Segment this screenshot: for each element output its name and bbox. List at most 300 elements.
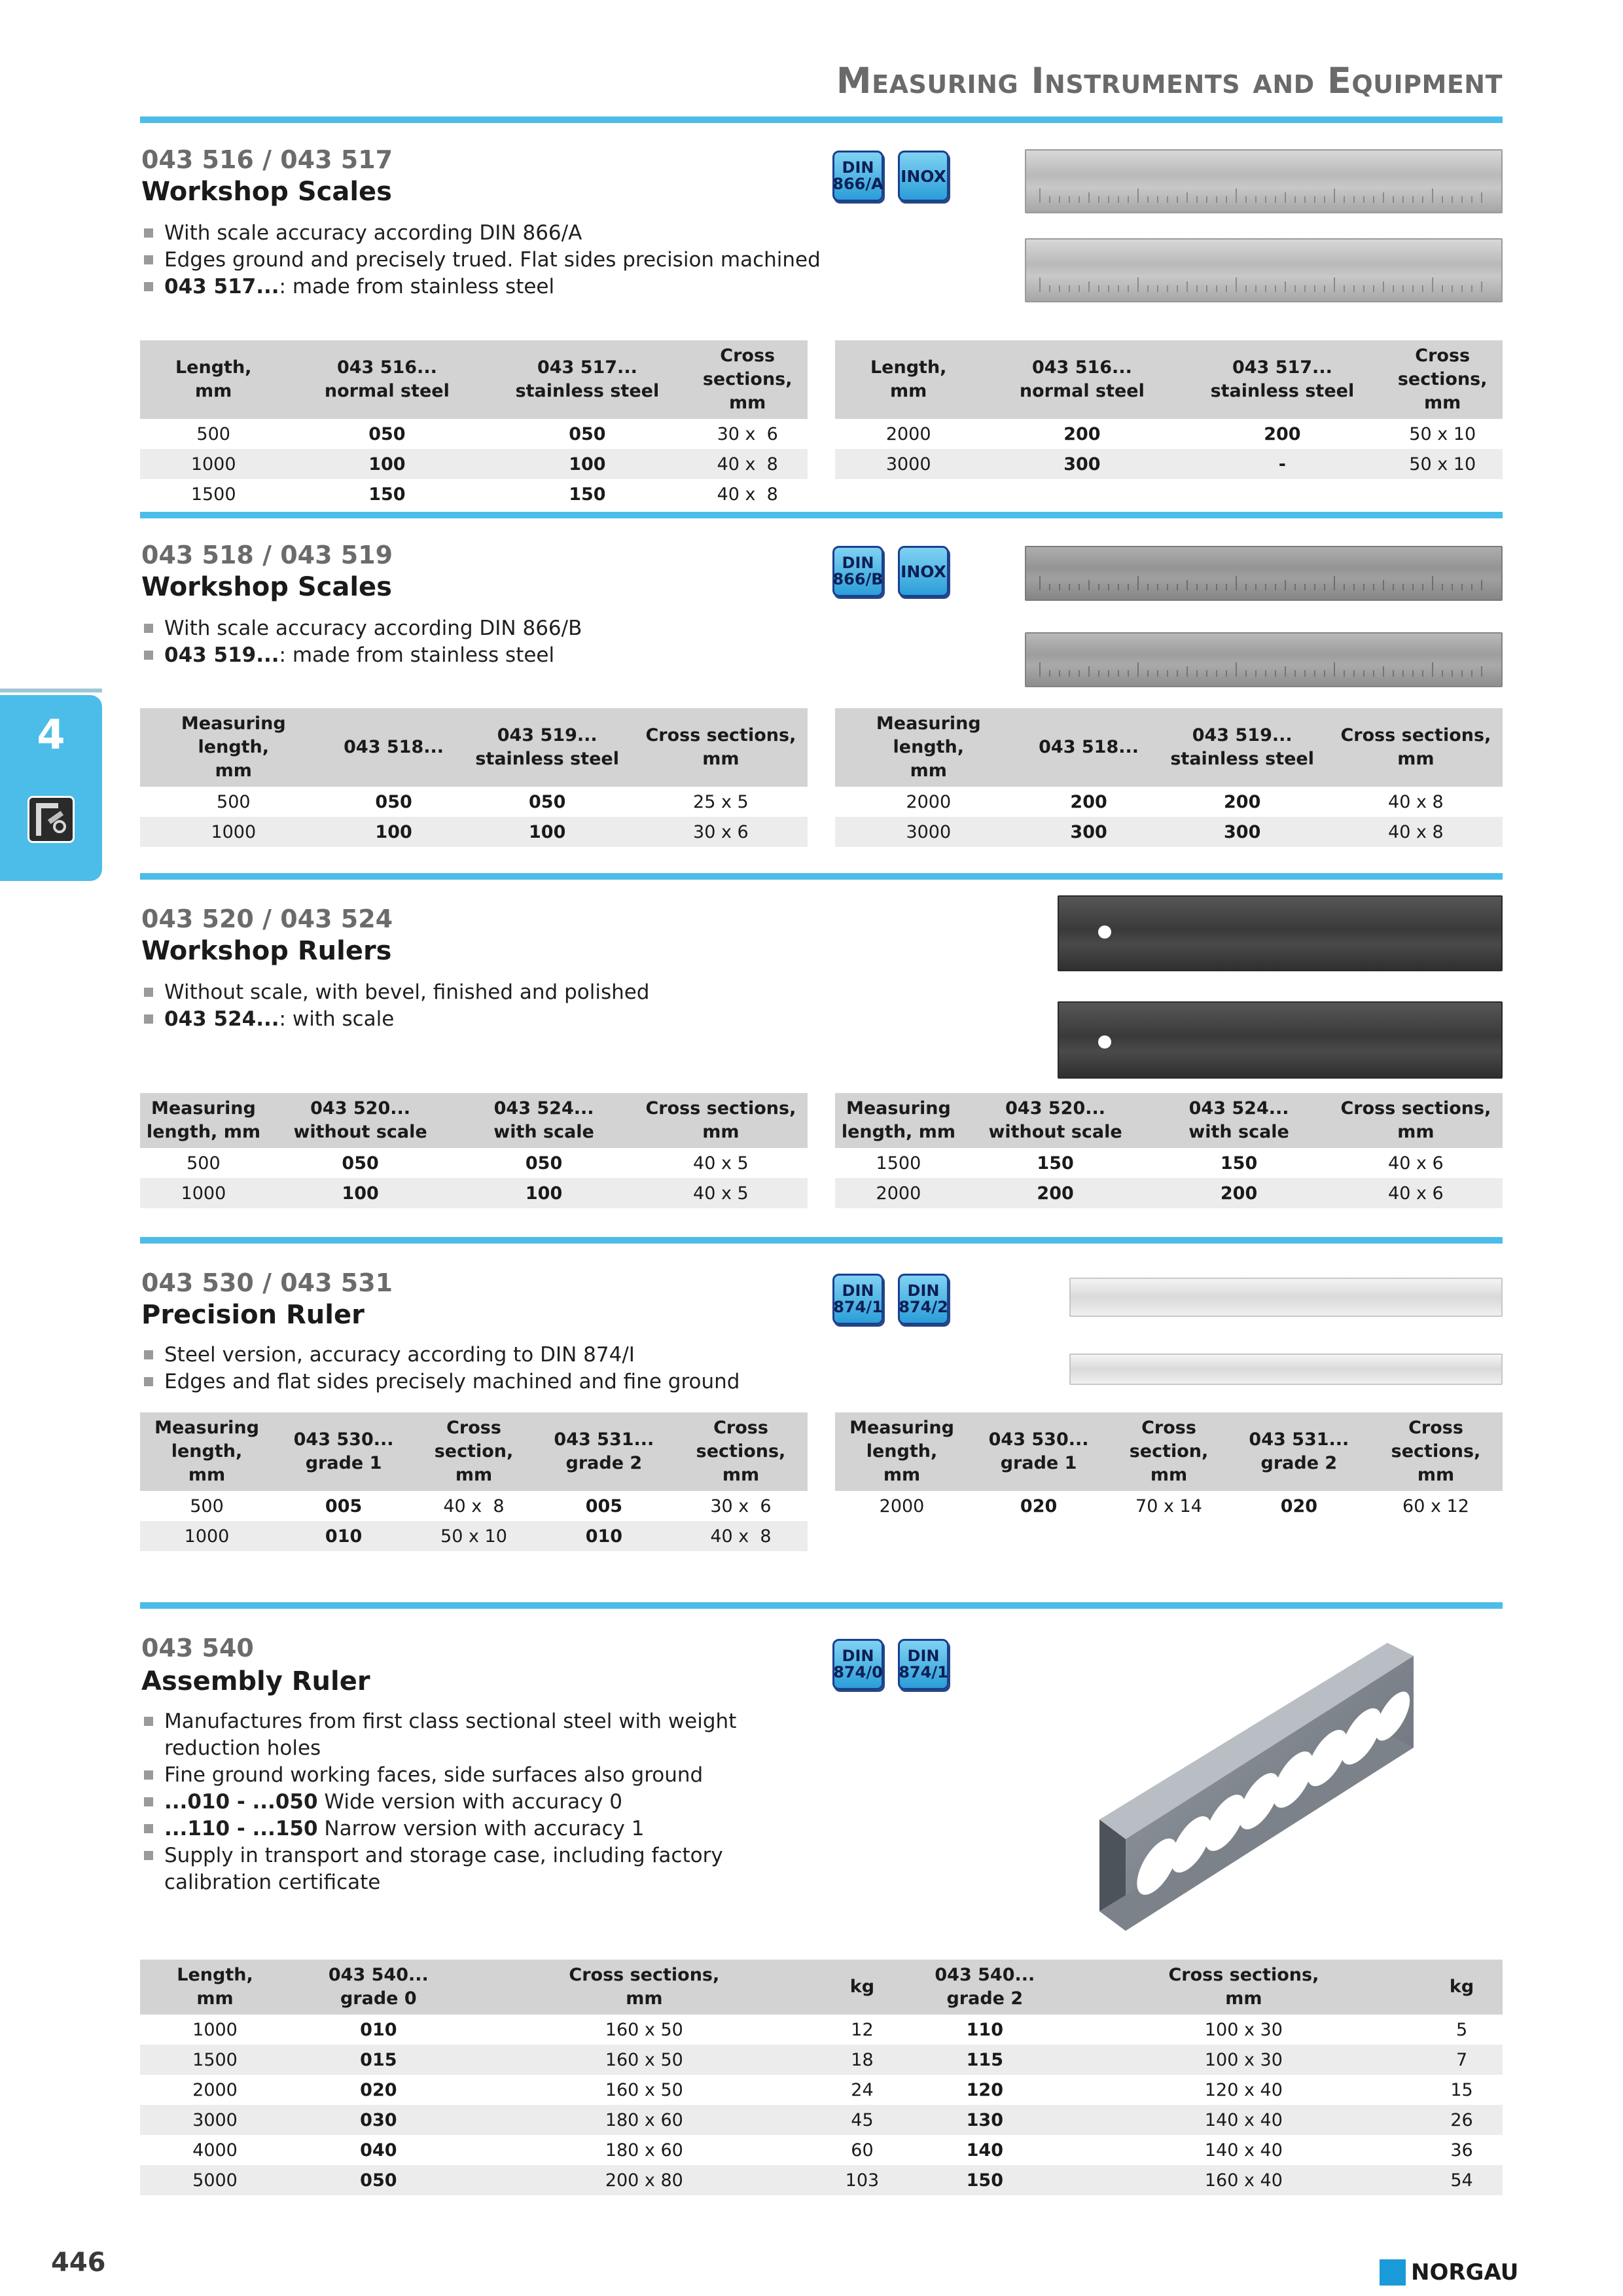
scale-tick bbox=[1039, 278, 1041, 292]
side-tab-line bbox=[0, 689, 102, 692]
column-header: 043 520... without scale bbox=[962, 1093, 1149, 1148]
table-row bbox=[140, 2045, 1503, 2075]
table-cell: 050 bbox=[529, 791, 566, 812]
column-header: 043 520... without scale bbox=[267, 1093, 454, 1148]
din-866a-badge: DIN 866/A bbox=[832, 151, 883, 202]
scale-tick bbox=[1088, 192, 1090, 203]
scale-tick bbox=[1088, 666, 1090, 677]
column-header: 043 518... bbox=[1022, 708, 1156, 787]
table-cell: 300 bbox=[982, 449, 1182, 479]
table-cell: 100 bbox=[461, 817, 634, 847]
table-cell: 140 x 40 bbox=[1204, 2140, 1283, 2161]
scale-tick bbox=[1059, 285, 1060, 292]
scale-tick bbox=[1098, 196, 1099, 203]
table-cell: 3000 bbox=[835, 817, 1022, 847]
feature-item: 043 519...: made from stainless steel bbox=[141, 642, 582, 669]
product-title: Assembly Ruler bbox=[141, 1666, 370, 1696]
scale-tick bbox=[1049, 285, 1050, 292]
scale-tick bbox=[1383, 580, 1384, 590]
table-row bbox=[140, 1148, 808, 1178]
feature-item: ...110 - ...150 Narrow version with accuracy 1 bbox=[141, 1816, 809, 1842]
spec-table bbox=[835, 1412, 1503, 1521]
table-cell: 2000 bbox=[885, 423, 931, 444]
scale-tick bbox=[1353, 670, 1355, 677]
scale-tick bbox=[1186, 666, 1188, 677]
spec-table bbox=[140, 1412, 808, 1551]
table-cell: 40 x 8 bbox=[687, 449, 808, 479]
scale-tick bbox=[1471, 584, 1472, 590]
scale-tick bbox=[1412, 285, 1414, 292]
table-row bbox=[140, 479, 808, 509]
scale-tick bbox=[1128, 196, 1129, 203]
scale-tick bbox=[1216, 285, 1217, 292]
scale-tick bbox=[1285, 281, 1286, 292]
table-row bbox=[140, 2075, 1503, 2105]
table-cell: 25 x 5 bbox=[693, 791, 749, 812]
scale-tick bbox=[1452, 285, 1453, 292]
scale-tick bbox=[1324, 670, 1325, 677]
scale-tick bbox=[1461, 670, 1463, 677]
scale-tick bbox=[1275, 584, 1276, 590]
scale-tick bbox=[1285, 666, 1286, 677]
scale-tick bbox=[1383, 281, 1384, 292]
scale-tick bbox=[1471, 670, 1472, 677]
scale-tick bbox=[1334, 278, 1335, 292]
scale-tick bbox=[1039, 188, 1041, 203]
scale-tick bbox=[1196, 670, 1198, 677]
column-header: Measuring length, mm bbox=[835, 1093, 962, 1148]
scale-tick bbox=[1177, 285, 1178, 292]
scale-tick bbox=[1137, 278, 1139, 292]
scale-tick bbox=[1402, 584, 1404, 590]
spec-table bbox=[140, 340, 808, 509]
table-cell: 010 bbox=[360, 2019, 397, 2040]
table-cell: 100 x 30 bbox=[1204, 2019, 1283, 2040]
table-cell: 40 x 8 bbox=[443, 1496, 505, 1516]
scale-tick bbox=[1226, 670, 1227, 677]
scale-tick bbox=[1412, 196, 1414, 203]
chapter-number: 4 bbox=[37, 711, 65, 759]
table-row bbox=[140, 1521, 808, 1551]
scale-tick bbox=[1442, 670, 1443, 677]
scale-tick bbox=[1186, 580, 1188, 590]
table-cell: 30 x 6 bbox=[634, 817, 808, 847]
scale-tick bbox=[1471, 285, 1472, 292]
table-cell: 103 bbox=[821, 2165, 903, 2195]
table-row bbox=[140, 419, 808, 449]
table-cell: 18 bbox=[821, 2045, 903, 2075]
scale-tick bbox=[1216, 196, 1217, 203]
feature-list bbox=[141, 1342, 740, 1395]
din-874-1-badge: DIN 874/1 bbox=[832, 1274, 883, 1325]
workshop-scale-stainless-image bbox=[1025, 632, 1503, 687]
din-874-1-badge: DIN 874/1 bbox=[898, 1639, 949, 1690]
scale-tick bbox=[1285, 580, 1286, 590]
scale-tick bbox=[1108, 196, 1109, 203]
scale-tick bbox=[1059, 670, 1060, 677]
table-cell: 050 bbox=[375, 791, 412, 812]
scale-tick bbox=[1039, 576, 1041, 590]
table-cell: 30 x 6 bbox=[717, 423, 778, 444]
scale-tick bbox=[1147, 285, 1149, 292]
table-header-row bbox=[835, 708, 1503, 787]
table-cell: 300 bbox=[1022, 817, 1156, 847]
table-header-row bbox=[140, 708, 808, 787]
table-cell: 1000 bbox=[192, 2019, 238, 2040]
scale-tick bbox=[1079, 285, 1080, 292]
scale-tick bbox=[1069, 584, 1070, 590]
table-cell: 200 bbox=[1149, 1178, 1329, 1208]
table-cell: 180 x 60 bbox=[605, 2140, 683, 2161]
scale-tick bbox=[1412, 670, 1414, 677]
table-row bbox=[140, 2105, 1503, 2135]
column-header: 043 540... grade 0 bbox=[290, 1960, 467, 2015]
column-header: Cross sections, mm bbox=[1067, 1960, 1421, 2015]
column-header: Cross sections, mm bbox=[634, 1093, 808, 1148]
scale-tick bbox=[1304, 285, 1306, 292]
scale-tick bbox=[1196, 285, 1198, 292]
column-header: 043 531... grade 2 bbox=[534, 1412, 674, 1491]
table-row bbox=[140, 817, 808, 847]
column-header: Cross sections, mm bbox=[467, 1960, 821, 2015]
feature-item: Supply in transport and storage case, including factory calibration certificate bbox=[141, 1842, 809, 1896]
column-header: 043 517... stainless steel bbox=[487, 340, 687, 419]
scale-tick bbox=[1432, 188, 1433, 203]
table-cell: 50 x 10 bbox=[1382, 449, 1503, 479]
scale-tick bbox=[1393, 670, 1394, 677]
table-cell: 500 bbox=[187, 1153, 221, 1174]
scale-tick bbox=[1363, 670, 1364, 677]
product-code: 043 520 / 043 524 bbox=[141, 905, 393, 933]
inox-badge: INOX bbox=[898, 546, 949, 597]
table-cell: 2000 bbox=[835, 1178, 962, 1208]
spec-table bbox=[835, 708, 1503, 847]
feature-item: Fine ground working faces, side surfaces also ground bbox=[141, 1762, 809, 1789]
workshop-scale-image bbox=[1025, 149, 1503, 213]
table-cell: 1000 bbox=[140, 1178, 267, 1208]
scale-tick bbox=[1383, 666, 1384, 677]
scale-tick bbox=[1353, 196, 1355, 203]
scale-tick bbox=[1285, 192, 1286, 203]
column-header: kg bbox=[1421, 1960, 1503, 2015]
table-row bbox=[140, 1491, 808, 1521]
inox-badge: INOX bbox=[898, 151, 949, 202]
scale-tick bbox=[1461, 584, 1463, 590]
column-header: Measuring length, mm bbox=[140, 708, 327, 787]
scale-tick bbox=[1481, 580, 1482, 590]
scale-tick bbox=[1245, 196, 1247, 203]
table-cell: 300 bbox=[1156, 817, 1329, 847]
scale-tick bbox=[1294, 584, 1296, 590]
table-cell: 200 x 80 bbox=[467, 2165, 821, 2195]
scale-tick bbox=[1137, 576, 1139, 590]
scale-tick bbox=[1422, 196, 1423, 203]
section-divider bbox=[140, 1602, 1503, 1609]
table-cell: 12 bbox=[851, 2019, 874, 2040]
product-code: 043 518 / 043 519 bbox=[141, 541, 393, 569]
scale-tick bbox=[1108, 285, 1109, 292]
scale-tick bbox=[1088, 580, 1090, 590]
spec-table bbox=[140, 1093, 808, 1208]
scale-tick bbox=[1442, 285, 1443, 292]
table-cell: 5000 bbox=[140, 2165, 290, 2195]
din-866b-badge: DIN 866/B bbox=[832, 546, 883, 597]
table-cell: 160 x 50 bbox=[605, 2079, 683, 2100]
table-cell: 100 bbox=[287, 449, 487, 479]
scale-tick bbox=[1334, 576, 1335, 590]
feature-list bbox=[141, 220, 821, 300]
table-header-row bbox=[140, 1960, 1503, 2015]
product-title: Workshop Scales bbox=[141, 177, 392, 207]
product-title: Precision Ruler bbox=[141, 1300, 365, 1330]
scale-tick bbox=[1118, 196, 1119, 203]
table-cell: 15 bbox=[1450, 2079, 1473, 2100]
column-header: Cross sections, mm bbox=[674, 1412, 808, 1491]
table-row bbox=[835, 1491, 1503, 1521]
feature-item: 043 517...: made from stainless steel bbox=[141, 274, 821, 300]
scale-tick bbox=[1157, 196, 1158, 203]
column-header: 043 530... grade 1 bbox=[274, 1412, 414, 1491]
column-header: Cross sections, mm bbox=[634, 708, 808, 787]
feature-item: With scale accuracy according DIN 866/A bbox=[141, 220, 821, 247]
scale-tick bbox=[1294, 285, 1296, 292]
feature-item: Edges and flat sides precisely machined and fine ground bbox=[141, 1369, 740, 1395]
section-divider bbox=[140, 1237, 1503, 1244]
column-header: 043 519... stainless steel bbox=[1156, 708, 1329, 787]
caliper-tools-icon bbox=[27, 796, 75, 843]
scale-tick bbox=[1236, 278, 1237, 292]
scale-tick bbox=[1402, 196, 1404, 203]
table-cell: 160 x 40 bbox=[1067, 2165, 1421, 2195]
scale-tick bbox=[1265, 670, 1266, 677]
scale-tick bbox=[1245, 285, 1247, 292]
column-header: 043 516... normal steel bbox=[287, 340, 487, 419]
table-cell: 2000 bbox=[192, 2079, 238, 2100]
table-cell: 500 bbox=[190, 1496, 224, 1516]
scale-tick bbox=[1294, 670, 1296, 677]
column-header: 043 517... stainless steel bbox=[1182, 340, 1382, 419]
table-cell: 40 x 8 bbox=[674, 1521, 808, 1551]
scale-tick bbox=[1432, 662, 1433, 677]
feature-item: Steel version, accuracy according to DIN 874/I bbox=[141, 1342, 740, 1369]
column-header: Cross sections, mm bbox=[1329, 708, 1503, 787]
column-header: Cross sections, mm bbox=[1329, 1093, 1503, 1148]
scale-tick bbox=[1196, 196, 1198, 203]
scale-tick bbox=[1157, 285, 1158, 292]
table-cell: 005 bbox=[325, 1496, 363, 1516]
scale-tick bbox=[1049, 584, 1050, 590]
scale-tick bbox=[1314, 584, 1315, 590]
table-cell: 40 x 6 bbox=[1388, 1153, 1444, 1174]
scale-tick bbox=[1255, 196, 1257, 203]
din-874-0-badge: DIN 874/0 bbox=[832, 1639, 883, 1690]
spec-table bbox=[835, 340, 1503, 479]
column-header: 043 524... with scale bbox=[454, 1093, 633, 1148]
scale-tick bbox=[1324, 196, 1325, 203]
scale-tick bbox=[1118, 670, 1119, 677]
table-row bbox=[835, 787, 1503, 817]
scale-tick bbox=[1167, 285, 1168, 292]
table-cell: 4000 bbox=[192, 2140, 238, 2161]
table-cell: 1500 bbox=[140, 2045, 290, 2075]
table-cell: 40 x 5 bbox=[634, 1178, 808, 1208]
table-row bbox=[835, 817, 1503, 847]
table-header-row bbox=[835, 340, 1503, 419]
workshop-ruler-scaled-image bbox=[1058, 1001, 1503, 1079]
column-header: Length, mm bbox=[835, 340, 982, 419]
column-header: Cross sections, mm bbox=[1382, 340, 1503, 419]
scale-tick bbox=[1069, 670, 1070, 677]
table-row bbox=[140, 2135, 1503, 2165]
feature-item: Without scale, with bevel, finished and polished bbox=[141, 979, 650, 1006]
workshop-scale-stainless-image bbox=[1025, 238, 1503, 302]
table-cell: 50 x 10 bbox=[1409, 423, 1476, 444]
column-header: 043 518... bbox=[327, 708, 461, 787]
precision-ruler-grade2-image bbox=[1069, 1354, 1503, 1385]
table-cell: 100 bbox=[454, 1178, 633, 1208]
table-cell: 050 bbox=[525, 1153, 563, 1174]
table-cell: 050 bbox=[569, 423, 606, 444]
scale-tick bbox=[1118, 285, 1119, 292]
table-cell: 200 bbox=[1264, 423, 1301, 444]
table-header-row bbox=[140, 1412, 808, 1491]
scale-tick bbox=[1324, 584, 1325, 590]
column-header: Cross section, mm bbox=[1109, 1412, 1229, 1491]
product-title: Workshop Scales bbox=[141, 572, 392, 602]
scale-tick bbox=[1442, 196, 1443, 203]
table-cell: 60 bbox=[851, 2140, 874, 2161]
table-cell: 50 x 10 bbox=[414, 1521, 534, 1551]
scale-tick bbox=[1216, 584, 1217, 590]
table-cell: 7 bbox=[1421, 2045, 1503, 2075]
table-cell: 2000 bbox=[906, 791, 952, 812]
scale-tick bbox=[1373, 196, 1374, 203]
column-header: kg bbox=[821, 1960, 903, 2015]
product-code: 043 530 / 043 531 bbox=[141, 1268, 393, 1297]
scale-tick bbox=[1236, 662, 1237, 677]
scale-tick bbox=[1177, 196, 1178, 203]
scale-tick bbox=[1452, 196, 1453, 203]
scale-tick bbox=[1226, 584, 1227, 590]
table-cell: 200 bbox=[1063, 423, 1101, 444]
scale-tick bbox=[1481, 192, 1482, 203]
scale-tick bbox=[1079, 196, 1080, 203]
column-header: Measuring length, mm bbox=[835, 708, 1022, 787]
table-cell: 40 x 8 bbox=[1329, 817, 1503, 847]
table-row bbox=[140, 449, 808, 479]
scale-tick bbox=[1265, 196, 1266, 203]
scale-tick bbox=[1334, 662, 1335, 677]
table-cell: 1500 bbox=[190, 484, 236, 505]
scale-tick bbox=[1079, 670, 1080, 677]
scale-tick bbox=[1245, 584, 1247, 590]
scale-tick bbox=[1128, 285, 1129, 292]
scale-tick bbox=[1255, 584, 1257, 590]
scale-tick bbox=[1157, 584, 1158, 590]
scale-tick bbox=[1304, 584, 1306, 590]
scale-tick bbox=[1481, 666, 1482, 677]
column-header: 043 531... grade 2 bbox=[1229, 1412, 1369, 1491]
table-cell: 180 x 60 bbox=[467, 2105, 821, 2135]
column-header: 043 516... normal steel bbox=[982, 340, 1182, 419]
scale-tick bbox=[1118, 584, 1119, 590]
table-header-row bbox=[835, 1093, 1503, 1148]
scale-tick bbox=[1304, 196, 1306, 203]
scale-tick bbox=[1265, 584, 1266, 590]
table-cell: 110 bbox=[966, 2019, 1003, 2040]
scale-tick bbox=[1275, 670, 1276, 677]
scale-tick bbox=[1157, 670, 1158, 677]
table-cell: 130 bbox=[903, 2105, 1067, 2135]
scale-tick bbox=[1481, 281, 1482, 292]
table-header-row bbox=[140, 340, 808, 419]
table-cell: 150 bbox=[368, 484, 406, 505]
column-header: Cross sections, mm bbox=[687, 340, 808, 419]
scale-tick bbox=[1294, 196, 1296, 203]
scale-tick bbox=[1373, 584, 1374, 590]
scale-tick bbox=[1422, 670, 1423, 677]
scale-tick bbox=[1461, 285, 1463, 292]
scale-tick bbox=[1206, 670, 1207, 677]
section-divider bbox=[140, 873, 1503, 880]
scale-tick bbox=[1353, 584, 1355, 590]
scale-tick bbox=[1236, 188, 1237, 203]
scale-tick bbox=[1108, 584, 1109, 590]
scale-tick bbox=[1147, 670, 1149, 677]
table-cell: 200 bbox=[1224, 791, 1261, 812]
table-row bbox=[835, 419, 1503, 449]
feature-list bbox=[141, 1708, 809, 1896]
scale-tick bbox=[1167, 196, 1168, 203]
scale-tick bbox=[1108, 670, 1109, 677]
scale-tick bbox=[1245, 670, 1247, 677]
table-cell: 60 x 12 bbox=[1402, 1496, 1469, 1516]
workshop-ruler-image bbox=[1058, 895, 1503, 971]
product-code: 043 540 bbox=[141, 1634, 254, 1662]
spec-table bbox=[835, 1093, 1503, 1208]
column-header: Measuring length, mm bbox=[835, 1412, 969, 1491]
scale-tick bbox=[1196, 584, 1198, 590]
scale-tick bbox=[1255, 670, 1257, 677]
table-cell: 160 x 50 bbox=[467, 2045, 821, 2075]
scale-tick bbox=[1402, 285, 1404, 292]
scale-tick bbox=[1236, 576, 1237, 590]
table-cell: 1000 bbox=[140, 1521, 274, 1551]
table-cell: 010 bbox=[534, 1521, 674, 1551]
scale-tick bbox=[1128, 584, 1129, 590]
table-row bbox=[140, 787, 808, 817]
scale-tick bbox=[1393, 196, 1394, 203]
scale-tick bbox=[1344, 670, 1345, 677]
table-cell: 100 bbox=[487, 449, 687, 479]
column-header: Measuring length, mm bbox=[140, 1412, 274, 1491]
table-cell: 140 bbox=[966, 2140, 1003, 2161]
scale-tick bbox=[1402, 670, 1404, 677]
table-cell: 40 x 6 bbox=[1329, 1178, 1503, 1208]
scale-tick bbox=[1393, 285, 1394, 292]
table-cell: 100 bbox=[327, 817, 461, 847]
table-cell: 010 bbox=[274, 1521, 414, 1551]
scale-tick bbox=[1039, 662, 1041, 677]
table-row bbox=[140, 2165, 1503, 2195]
scale-tick bbox=[1324, 285, 1325, 292]
scale-tick bbox=[1363, 285, 1364, 292]
scale-tick bbox=[1059, 584, 1060, 590]
table-row bbox=[140, 2015, 1503, 2045]
table-cell: - bbox=[1182, 449, 1382, 479]
table-cell: 5 bbox=[1455, 2019, 1468, 2040]
feature-item: Edges ground and precisely trued. Flat sides precision machined bbox=[141, 247, 821, 274]
